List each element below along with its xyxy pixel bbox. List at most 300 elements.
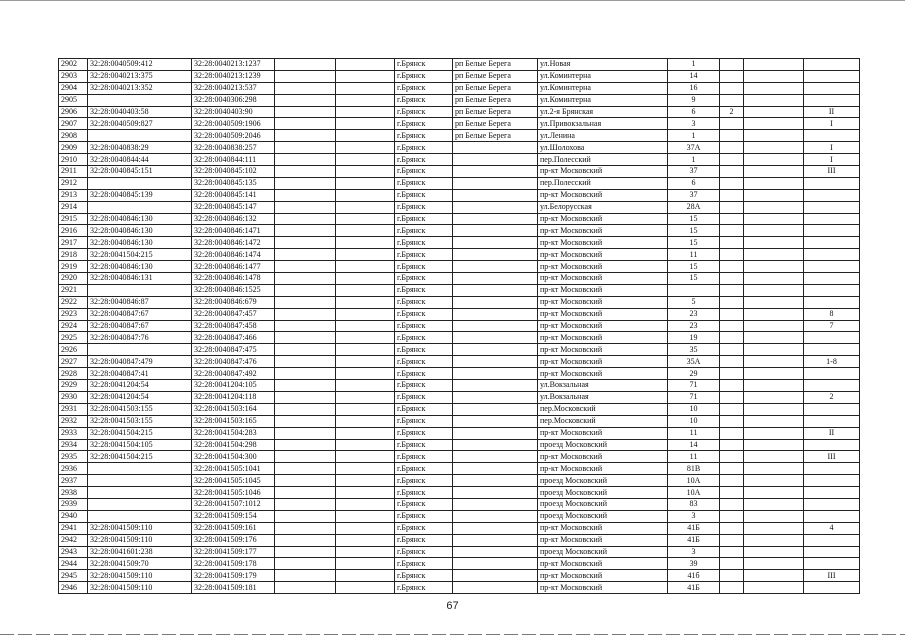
cell-blank-col-a: [275, 356, 336, 368]
cell-cadastral-parent: [88, 130, 192, 142]
cell-blank-col-b: [336, 451, 395, 463]
cell-street: пр-кт Московский: [538, 189, 668, 201]
cell-street: пр-кт Московский: [538, 225, 668, 237]
cell-building: [720, 582, 744, 594]
cell-cadastral-parent: [88, 475, 192, 487]
table-row: [59, 59, 860, 71]
cell-cadastral-parent: 32:28:0040846:130: [88, 237, 192, 249]
table-row: [59, 451, 860, 463]
cell-blank-col-c: [744, 344, 804, 356]
table-row: [59, 284, 860, 296]
cell-city: г.Брянск: [395, 225, 453, 237]
cell-street: пр-кт Московский: [538, 522, 668, 534]
cell-settlement: [453, 487, 538, 499]
cell-blank-col-c: [744, 82, 804, 94]
cell-blank-col-c: [744, 558, 804, 570]
cell-blank-col-b: [336, 498, 395, 510]
cell-row-number: 2905: [59, 94, 88, 106]
cell-house: 37А: [668, 142, 720, 154]
cell-building: [720, 225, 744, 237]
cell-settlement: [453, 308, 538, 320]
table-row: [59, 558, 860, 570]
cell-house: 35: [668, 344, 720, 356]
cell-cadastral-number: 32:28:0040845:102: [192, 166, 275, 178]
table-row: [59, 213, 860, 225]
table-row: [59, 427, 860, 439]
cell-cadastral-number: 32:28:0040847:466: [192, 332, 275, 344]
cell-city: г.Брянск: [395, 427, 453, 439]
cell-blank-col-b: [336, 70, 395, 82]
cell-blank-col-b: [336, 368, 395, 380]
cell-row-number: 2945: [59, 570, 88, 582]
cell-cadastral-number: 32:28:0041505:1041: [192, 463, 275, 475]
cell-blank-col-a: [275, 510, 336, 522]
cell-cadastral-parent: 32:28:0040509:827: [88, 118, 192, 130]
cell-street: проезд Московский: [538, 498, 668, 510]
cell-blank-col-c: [744, 368, 804, 380]
cell-blank-col-a: [275, 391, 336, 403]
cell-row-number: 2910: [59, 154, 88, 166]
cell-row-number: 2928: [59, 368, 88, 380]
cell-street: ул.Вокзальная: [538, 391, 668, 403]
cell-row-number: 2930: [59, 391, 88, 403]
cell-blank-col-c: [744, 463, 804, 475]
cell-apartment: [804, 177, 860, 189]
cell-settlement: [453, 296, 538, 308]
cell-row-number: 2931: [59, 403, 88, 415]
cell-cadastral-parent: [88, 344, 192, 356]
cell-row-number: 2932: [59, 415, 88, 427]
cell-apartment: [804, 273, 860, 285]
cell-building: [720, 332, 744, 344]
cell-apartment: [804, 344, 860, 356]
cell-city: г.Брянск: [395, 142, 453, 154]
cell-building: [720, 94, 744, 106]
cell-blank-col-b: [336, 439, 395, 451]
cell-building: [720, 510, 744, 522]
cell-row-number: 2933: [59, 427, 88, 439]
cell-apartment: [804, 558, 860, 570]
cell-cadastral-number: 32:28:0041507:1012: [192, 498, 275, 510]
table-row: [59, 249, 860, 261]
cell-row-number: 2926: [59, 344, 88, 356]
cell-settlement: [453, 475, 538, 487]
cell-blank-col-c: [744, 415, 804, 427]
cell-building: [720, 475, 744, 487]
cell-city: г.Брянск: [395, 59, 453, 71]
cell-building: [720, 498, 744, 510]
cell-apartment: [804, 546, 860, 558]
cell-building: [720, 213, 744, 225]
cell-apartment: [804, 332, 860, 344]
cell-blank-col-a: [275, 166, 336, 178]
cell-row-number: 2914: [59, 201, 88, 213]
cell-cadastral-parent: 32:28:0040846:130: [88, 261, 192, 273]
cell-blank-col-a: [275, 177, 336, 189]
cell-city: г.Брянск: [395, 570, 453, 582]
cell-blank-col-c: [744, 427, 804, 439]
cell-blank-col-c: [744, 237, 804, 249]
cell-row-number: 2929: [59, 380, 88, 392]
cell-street: ул.Белорусская: [538, 201, 668, 213]
cell-apartment: [804, 403, 860, 415]
cell-blank-col-c: [744, 284, 804, 296]
cell-apartment: II: [804, 427, 860, 439]
cell-house: 35А: [668, 356, 720, 368]
table-row: [59, 582, 860, 594]
cell-blank-col-b: [336, 59, 395, 71]
cell-house: 37: [668, 189, 720, 201]
cell-cadastral-number: 32:28:0041204:118: [192, 391, 275, 403]
cell-settlement: рп Белые Берега: [453, 94, 538, 106]
cell-blank-col-a: [275, 463, 336, 475]
cell-cadastral-parent: 32:28:0040846:130: [88, 225, 192, 237]
cell-house: 6: [668, 177, 720, 189]
cell-blank-col-c: [744, 225, 804, 237]
cell-cadastral-parent: [88, 498, 192, 510]
cell-row-number: 2941: [59, 522, 88, 534]
cell-street: пр-кт Московский: [538, 451, 668, 463]
cell-blank-col-c: [744, 261, 804, 273]
cell-apartment: [804, 189, 860, 201]
cell-blank-col-b: [336, 189, 395, 201]
cell-settlement: [453, 427, 538, 439]
cell-cadastral-number: 32:28:0040846:1477: [192, 261, 275, 273]
cell-street: пр-кт Московский: [538, 558, 668, 570]
cell-city: г.Брянск: [395, 534, 453, 546]
cell-apartment: [804, 225, 860, 237]
cell-settlement: [453, 498, 538, 510]
cell-building: 2: [720, 106, 744, 118]
cell-blank-col-a: [275, 368, 336, 380]
cell-blank-col-b: [336, 177, 395, 189]
cell-house: 71: [668, 391, 720, 403]
cell-apartment: III: [804, 570, 860, 582]
cell-settlement: [453, 261, 538, 273]
cell-cadastral-parent: 32:28:0040847:41: [88, 368, 192, 380]
cell-cadastral-number: 32:28:0040213:1239: [192, 70, 275, 82]
cell-row-number: 2912: [59, 177, 88, 189]
cell-blank-col-c: [744, 522, 804, 534]
cell-building: [720, 439, 744, 451]
cell-row-number: 2902: [59, 59, 88, 71]
table-row: [59, 201, 860, 213]
cell-blank-col-c: [744, 59, 804, 71]
cell-blank-col-c: [744, 487, 804, 499]
cell-blank-col-a: [275, 106, 336, 118]
cell-street: пер.Полесский: [538, 177, 668, 189]
cell-blank-col-b: [336, 344, 395, 356]
cell-cadastral-parent: [88, 201, 192, 213]
cell-cadastral-parent: 32:28:0040847:479: [88, 356, 192, 368]
cell-city: г.Брянск: [395, 177, 453, 189]
cell-blank-col-b: [336, 82, 395, 94]
cell-row-number: 2944: [59, 558, 88, 570]
cell-blank-col-b: [336, 475, 395, 487]
cell-apartment: I: [804, 154, 860, 166]
cell-cadastral-number: 32:28:0041509:181: [192, 582, 275, 594]
table-row: [59, 368, 860, 380]
cell-blank-col-a: [275, 320, 336, 332]
cell-building: [720, 166, 744, 178]
cell-blank-col-b: [336, 308, 395, 320]
cell-cadastral-parent: 32:28:0040213:375: [88, 70, 192, 82]
cell-blank-col-c: [744, 510, 804, 522]
table-row: [59, 225, 860, 237]
cell-blank-col-a: [275, 94, 336, 106]
cell-apartment: [804, 201, 860, 213]
cell-street: ул.Шолохова: [538, 142, 668, 154]
cell-blank-col-b: [336, 415, 395, 427]
cell-settlement: [453, 558, 538, 570]
cell-cadastral-parent: 32:28:0041504:215: [88, 427, 192, 439]
cell-blank-col-c: [744, 475, 804, 487]
cell-house: 15: [668, 213, 720, 225]
cell-blank-col-a: [275, 570, 336, 582]
scan-bottom-edge: [0, 634, 905, 635]
cell-cadastral-number: 32:28:0041505:1045: [192, 475, 275, 487]
cell-building: [720, 380, 744, 392]
table-row: [59, 261, 860, 273]
cell-city: г.Брянск: [395, 261, 453, 273]
cell-row-number: 2943: [59, 546, 88, 558]
cell-cadastral-parent: [88, 284, 192, 296]
cell-row-number: 2909: [59, 142, 88, 154]
cell-city: г.Брянск: [395, 558, 453, 570]
cell-building: [720, 118, 744, 130]
cell-apartment: [804, 368, 860, 380]
cell-blank-col-c: [744, 201, 804, 213]
cell-apartment: [804, 261, 860, 273]
cell-street: пр-кт Московский: [538, 166, 668, 178]
cell-building: [720, 59, 744, 71]
cell-row-number: 2924: [59, 320, 88, 332]
cell-cadastral-number: 32:28:0040838:257: [192, 142, 275, 154]
cell-city: г.Брянск: [395, 451, 453, 463]
cell-apartment: [804, 82, 860, 94]
cell-settlement: [453, 356, 538, 368]
table-row: [59, 189, 860, 201]
cell-blank-col-a: [275, 273, 336, 285]
cell-settlement: рп Белые Берега: [453, 130, 538, 142]
table-row: [59, 498, 860, 510]
cell-row-number: 2918: [59, 249, 88, 261]
table-row: [59, 130, 860, 142]
table-row: [59, 106, 860, 118]
cell-building: [720, 451, 744, 463]
cell-cadastral-parent: 32:28:0041509:110: [88, 534, 192, 546]
cell-street: ул.Ленина: [538, 130, 668, 142]
cell-blank-col-b: [336, 487, 395, 499]
cell-house: 14: [668, 439, 720, 451]
cell-apartment: [804, 249, 860, 261]
register-table: [58, 58, 860, 594]
cell-city: г.Брянск: [395, 118, 453, 130]
table-row: [59, 70, 860, 82]
cell-street: пр-кт Московский: [538, 308, 668, 320]
cell-blank-col-c: [744, 380, 804, 392]
cell-city: г.Брянск: [395, 94, 453, 106]
cell-cadastral-number: 32:28:0040846:1472: [192, 237, 275, 249]
cell-building: [720, 356, 744, 368]
cell-street: пр-кт Московский: [538, 356, 668, 368]
cell-city: г.Брянск: [395, 154, 453, 166]
cell-cadastral-parent: [88, 487, 192, 499]
table-row: [59, 308, 860, 320]
cell-blank-col-a: [275, 82, 336, 94]
cell-city: г.Брянск: [395, 308, 453, 320]
cell-city: г.Брянск: [395, 320, 453, 332]
cell-row-number: 2939: [59, 498, 88, 510]
cell-blank-col-b: [336, 558, 395, 570]
cell-house: 29: [668, 368, 720, 380]
cell-apartment: [804, 296, 860, 308]
cell-building: [720, 70, 744, 82]
cell-apartment: 4: [804, 522, 860, 534]
cell-blank-col-c: [744, 94, 804, 106]
cell-cadastral-number: 32:28:0040213:537: [192, 82, 275, 94]
cell-cadastral-number: 32:28:0041503:164: [192, 403, 275, 415]
cell-cadastral-number: 32:28:0040845:147: [192, 201, 275, 213]
cell-house: 15: [668, 273, 720, 285]
cell-settlement: [453, 534, 538, 546]
cell-street: пр-кт Московский: [538, 332, 668, 344]
cell-blank-col-c: [744, 356, 804, 368]
cell-building: [720, 130, 744, 142]
cell-city: г.Брянск: [395, 70, 453, 82]
cell-street: ул.Вокзальная: [538, 380, 668, 392]
cell-blank-col-a: [275, 403, 336, 415]
cell-street: пр-кт Московский: [538, 344, 668, 356]
cell-blank-col-c: [744, 498, 804, 510]
table-row: [59, 118, 860, 130]
cell-cadastral-parent: 32:28:0040509:412: [88, 59, 192, 71]
cell-blank-col-c: [744, 308, 804, 320]
cell-blank-col-c: [744, 320, 804, 332]
cell-apartment: [804, 380, 860, 392]
cell-settlement: [453, 439, 538, 451]
cell-cadastral-number: 32:28:0040846:132: [192, 213, 275, 225]
table-row: [59, 82, 860, 94]
cell-settlement: рп Белые Берега: [453, 70, 538, 82]
cell-blank-col-c: [744, 391, 804, 403]
cell-building: [720, 415, 744, 427]
cell-cadastral-number: 32:28:0040846:1474: [192, 249, 275, 261]
cell-blank-col-a: [275, 498, 336, 510]
cell-blank-col-a: [275, 249, 336, 261]
cell-building: [720, 558, 744, 570]
table-row: [59, 415, 860, 427]
cell-blank-col-b: [336, 225, 395, 237]
cell-city: г.Брянск: [395, 463, 453, 475]
cell-blank-col-b: [336, 249, 395, 261]
cell-settlement: [453, 166, 538, 178]
cell-cadastral-parent: 32:28:0041504:105: [88, 439, 192, 451]
cell-blank-col-b: [336, 201, 395, 213]
cell-blank-col-c: [744, 189, 804, 201]
cell-blank-col-c: [744, 273, 804, 285]
cell-settlement: [453, 344, 538, 356]
cell-blank-col-c: [744, 439, 804, 451]
cell-house: 41Б: [668, 522, 720, 534]
cell-cadastral-number: 32:28:0041504:300: [192, 451, 275, 463]
cell-blank-col-a: [275, 296, 336, 308]
cell-city: г.Брянск: [395, 237, 453, 249]
cell-blank-col-a: [275, 427, 336, 439]
cell-street: ул.2-я Брянская: [538, 106, 668, 118]
cell-house: 11: [668, 249, 720, 261]
cell-street: пр-кт Московский: [538, 237, 668, 249]
cell-row-number: 2907: [59, 118, 88, 130]
cell-apartment: [804, 130, 860, 142]
cell-city: г.Брянск: [395, 201, 453, 213]
cell-apartment: 7: [804, 320, 860, 332]
cell-street: проезд Московский: [538, 475, 668, 487]
cell-apartment: [804, 59, 860, 71]
cell-blank-col-b: [336, 320, 395, 332]
cell-street: ул.Новая: [538, 59, 668, 71]
cell-house: 83: [668, 498, 720, 510]
cell-row-number: 2906: [59, 106, 88, 118]
cell-city: г.Брянск: [395, 344, 453, 356]
cell-blank-col-b: [336, 166, 395, 178]
cell-cadastral-number: 32:28:0040846:1471: [192, 225, 275, 237]
cell-street: ул.Коминтерна: [538, 82, 668, 94]
cell-cadastral-number: 32:28:0040845:141: [192, 189, 275, 201]
cell-row-number: 2923: [59, 308, 88, 320]
table-row: [59, 475, 860, 487]
cell-blank-col-b: [336, 273, 395, 285]
cell-city: г.Брянск: [395, 82, 453, 94]
cell-blank-col-b: [336, 380, 395, 392]
cell-blank-col-b: [336, 213, 395, 225]
table-row: [59, 522, 860, 534]
cell-row-number: 2935: [59, 451, 88, 463]
cell-apartment: [804, 237, 860, 249]
cell-settlement: [453, 177, 538, 189]
cell-blank-col-a: [275, 415, 336, 427]
cell-street: пр-кт Московский: [538, 273, 668, 285]
cell-blank-col-b: [336, 522, 395, 534]
cell-city: г.Брянск: [395, 368, 453, 380]
cell-blank-col-a: [275, 487, 336, 499]
cell-apartment: I: [804, 142, 860, 154]
cell-blank-col-c: [744, 546, 804, 558]
cell-blank-col-b: [336, 284, 395, 296]
cell-blank-col-b: [336, 570, 395, 582]
cell-street: пер.Московский: [538, 403, 668, 415]
cell-house: 23: [668, 320, 720, 332]
cell-street: пр-кт Московский: [538, 284, 668, 296]
table-row: [59, 273, 860, 285]
cell-blank-col-c: [744, 332, 804, 344]
cell-cadastral-number: 32:28:0041509:178: [192, 558, 275, 570]
table-row: [59, 94, 860, 106]
cell-cadastral-parent: 32:28:0040846:131: [88, 273, 192, 285]
cell-house: 1: [668, 130, 720, 142]
table-row: [59, 510, 860, 522]
cell-apartment: [804, 463, 860, 475]
cell-house: 37: [668, 166, 720, 178]
cell-cadastral-number: 32:28:0040509:2046: [192, 130, 275, 142]
cell-blank-col-a: [275, 154, 336, 166]
cell-settlement: [453, 249, 538, 261]
cell-cadastral-parent: 32:28:0041503:155: [88, 415, 192, 427]
cell-settlement: [453, 582, 538, 594]
cell-cadastral-parent: 32:28:0041504:215: [88, 249, 192, 261]
cell-row-number: 2940: [59, 510, 88, 522]
cell-street: пр-кт Московский: [538, 582, 668, 594]
